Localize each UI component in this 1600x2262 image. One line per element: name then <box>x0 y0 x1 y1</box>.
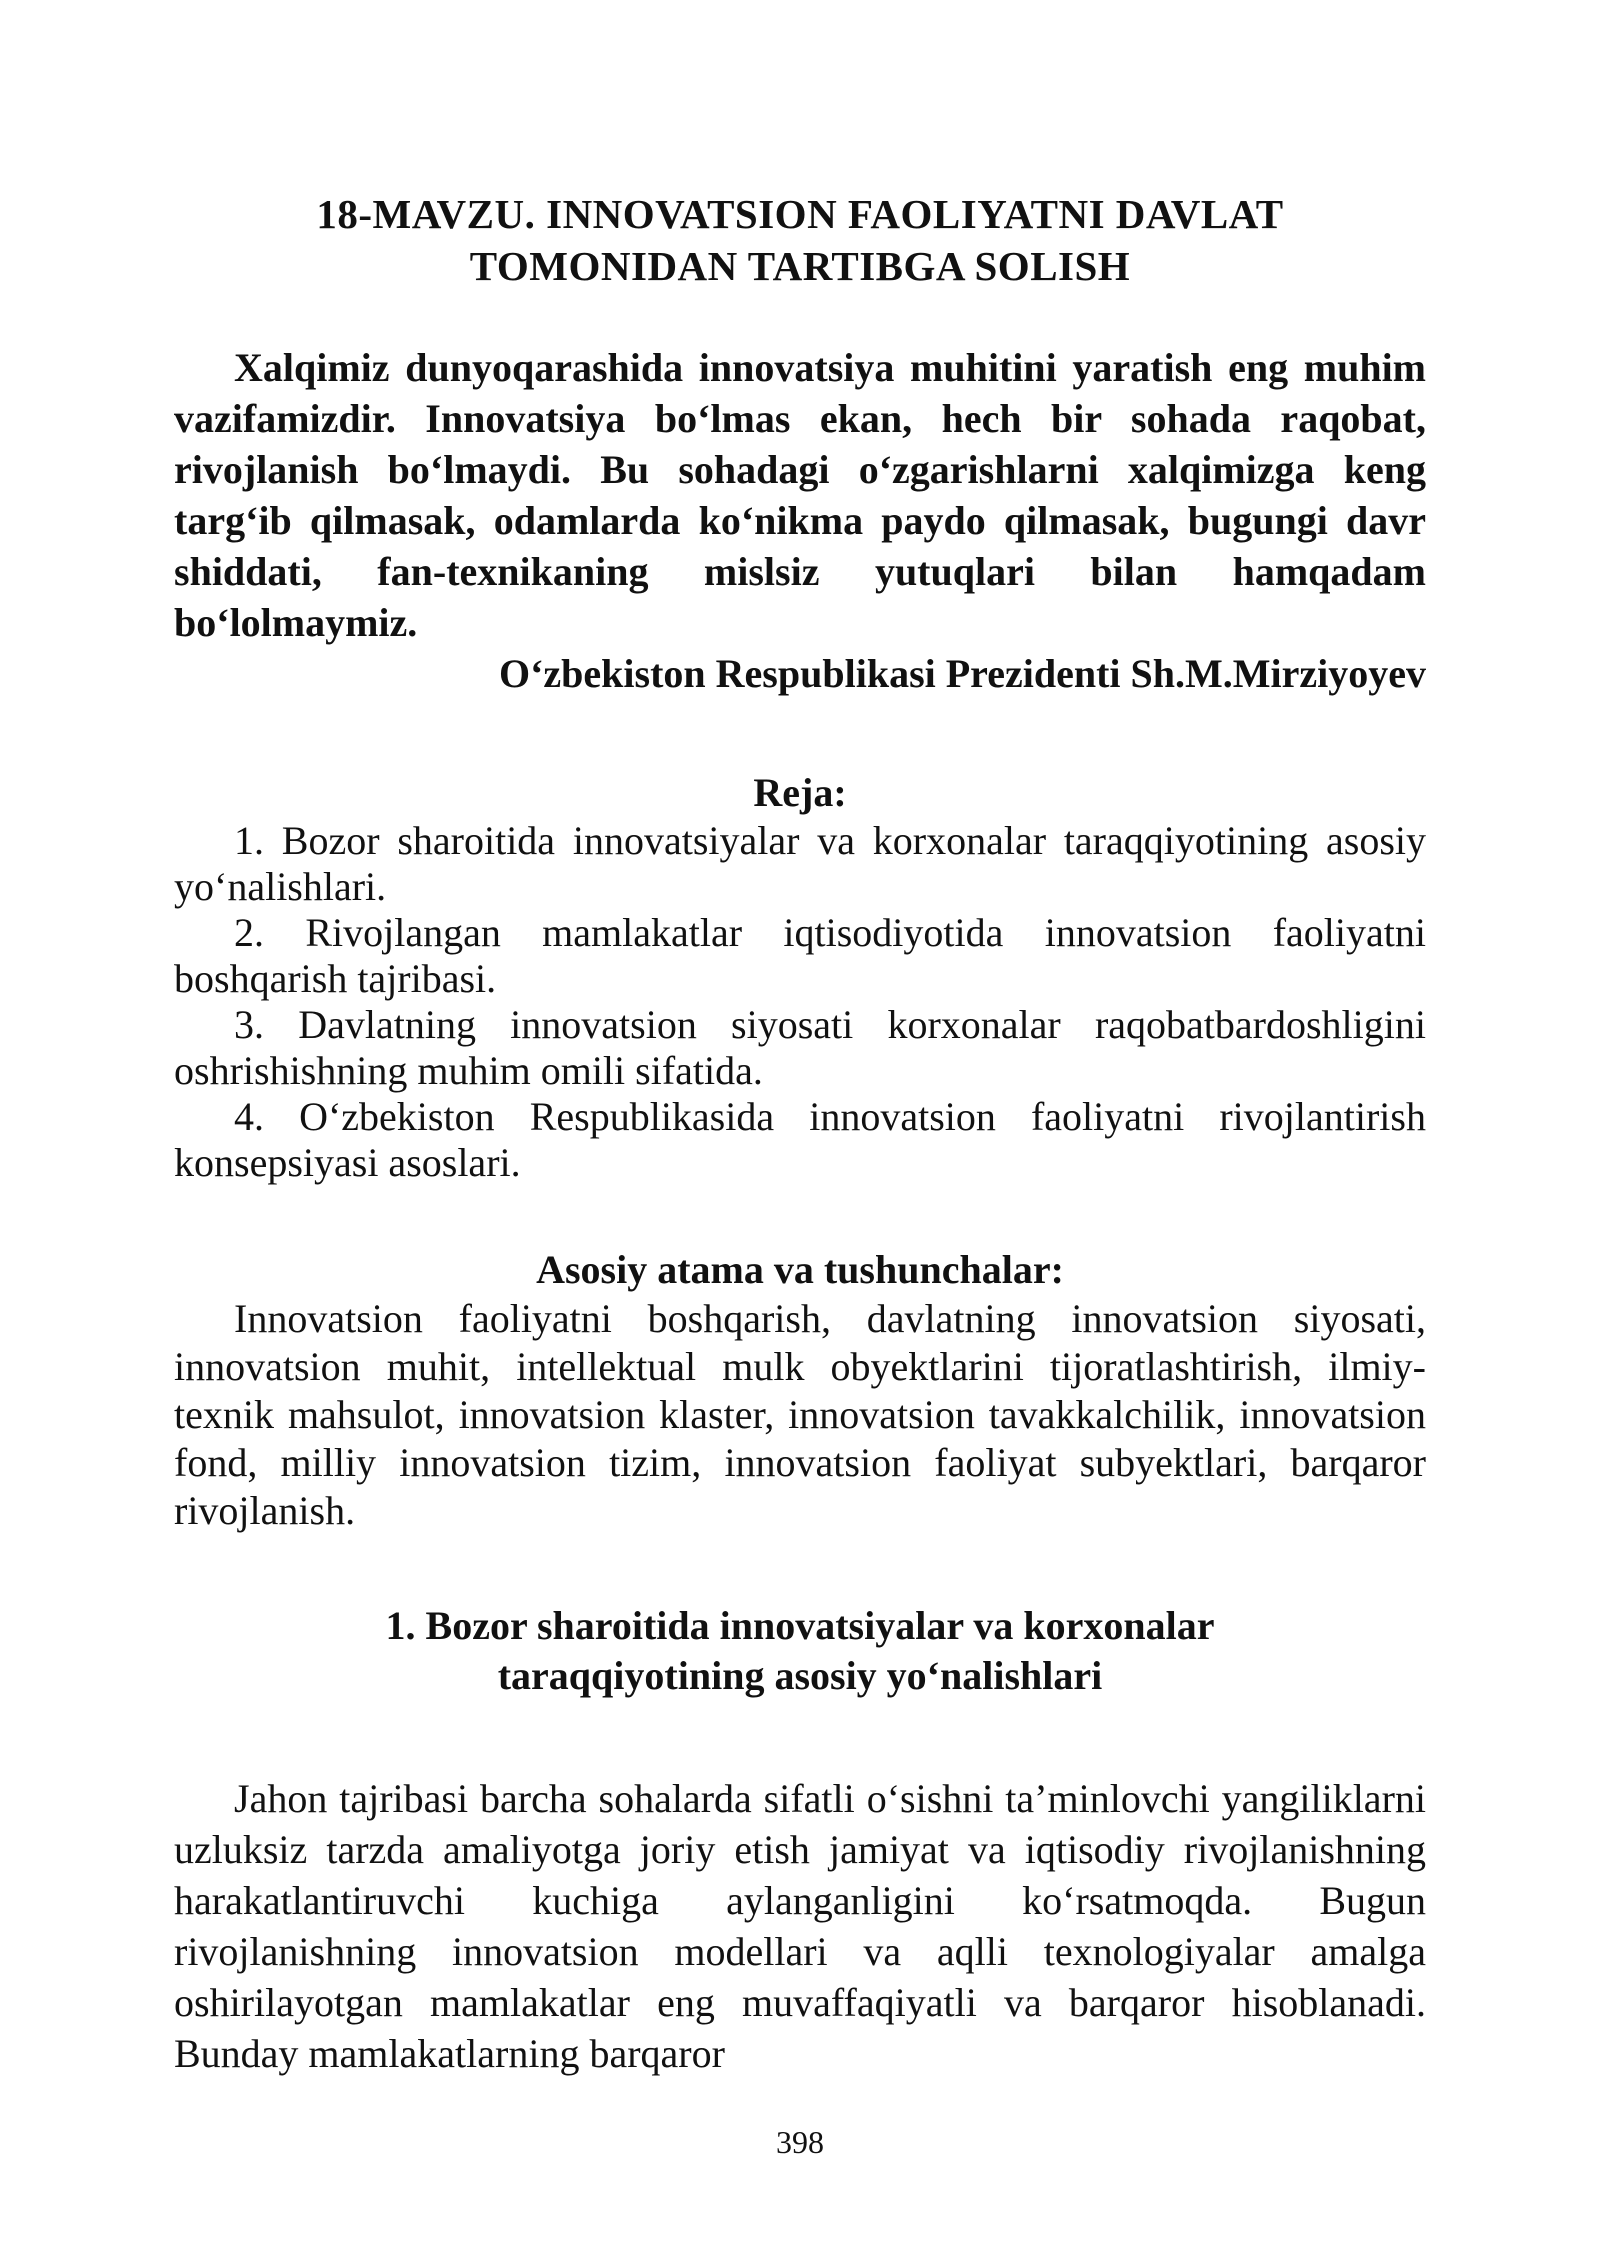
plan-item-2: 2. Rivojlangan mamlakatlar iqtisodiyotida innovatsion faoliyatni boshqarish tajribasi. <box>174 910 1426 1001</box>
plan-item-4: 4. O‘zbekiston Respublikasida innovatsion faoliyatni rivojlantirish konsepsiyasi asoslari. <box>174 1094 1426 1185</box>
chapter-title-line-1: 18-MAVZU. INNOVATSION FAOLIYATNI DAVLAT <box>316 191 1284 237</box>
chapter-title-line-2: TOMONIDAN TARTIBGA SOLISH <box>469 243 1131 289</box>
plan-list <box>174 818 1426 1186</box>
section-1-paragraph: Jahon tajribasi barcha sohalarda sifatli o‘sishni ta’minlovchi yangiliklarni uzluksiz tarzda amaliyotga joriy etish jamiyat va iqtisodiy rivojlanishning harakatlantiruvchi kuchiga aylanganligini ko‘rsatmoqda. Bugun rivojlanishning innovatsion modellari va aqlli texnologiyalar amalga oshirilayotgan mamlakatlar eng muvaffaqiyatli va barqaror hisoblanadi. Bunday mamlakatlarning barqaror <box>174 1776 1426 2076</box>
page-content <box>174 188 1426 2119</box>
plan-item-3: 3. Davlatning innovatsion siyosati korxonalar raqobatbardoshligini oshrishishning muhim omili sifatida. <box>174 1002 1426 1093</box>
epigraph-quote: Xalqimiz dunyoqarashida innovatsiya muhitini yaratish eng muhim vazifamizdir. Innovatsiya bo‘lmas ekan, hech bir sohada raqobat, rivojlanish bo‘lmaydi. Bu sohadagi o‘zgarishlarni xalqimizga keng targ‘ib qilmasak, odamlarda ko‘nikma paydo qilmasak, bugungi davr shiddati, fan-texnikaning mislsiz yutuqlari bilan hamqadam bo‘lolmaymiz. <box>174 345 1426 645</box>
chapter-title <box>174 188 1426 292</box>
section-1-heading-line-2: taraqqiyotining asosiy yo‘nalishlari <box>497 1653 1103 1698</box>
key-terms-heading: Asosiy atama va tushunchalar: <box>536 1247 1064 1292</box>
page-number: 398 <box>776 2124 824 2160</box>
section-1-heading <box>174 1601 1426 1701</box>
plan-heading: Reja: <box>753 770 847 815</box>
epigraph-author: O‘zbekiston Respublikasi Prezidenti Sh.M.Mirziyoyev <box>498 651 1426 696</box>
key-terms-text: Innovatsion faoliyatni boshqarish, davlatning innovatsion siyosati, innovatsion muhit, intellektual mulk obyektlarini tijoratlashtirish, ilmiy-texnik mahsulot, innovatsion klaster, innovatsion tavakkalchilik, innovatsion fond, milliy innovatsion tizim, innovatsion faoliyat subyektlari, barqaror rivojlanish. <box>174 1296 1426 1533</box>
plan-item-1: 1. Bozor sharoitida innovatsiyalar va korxonalar taraqqiyotining asosiy yo‘nalishlari. <box>174 818 1426 909</box>
section-1-heading-line-1: 1. Bozor sharoitida innovatsiyalar va korxonalar <box>385 1603 1215 1648</box>
